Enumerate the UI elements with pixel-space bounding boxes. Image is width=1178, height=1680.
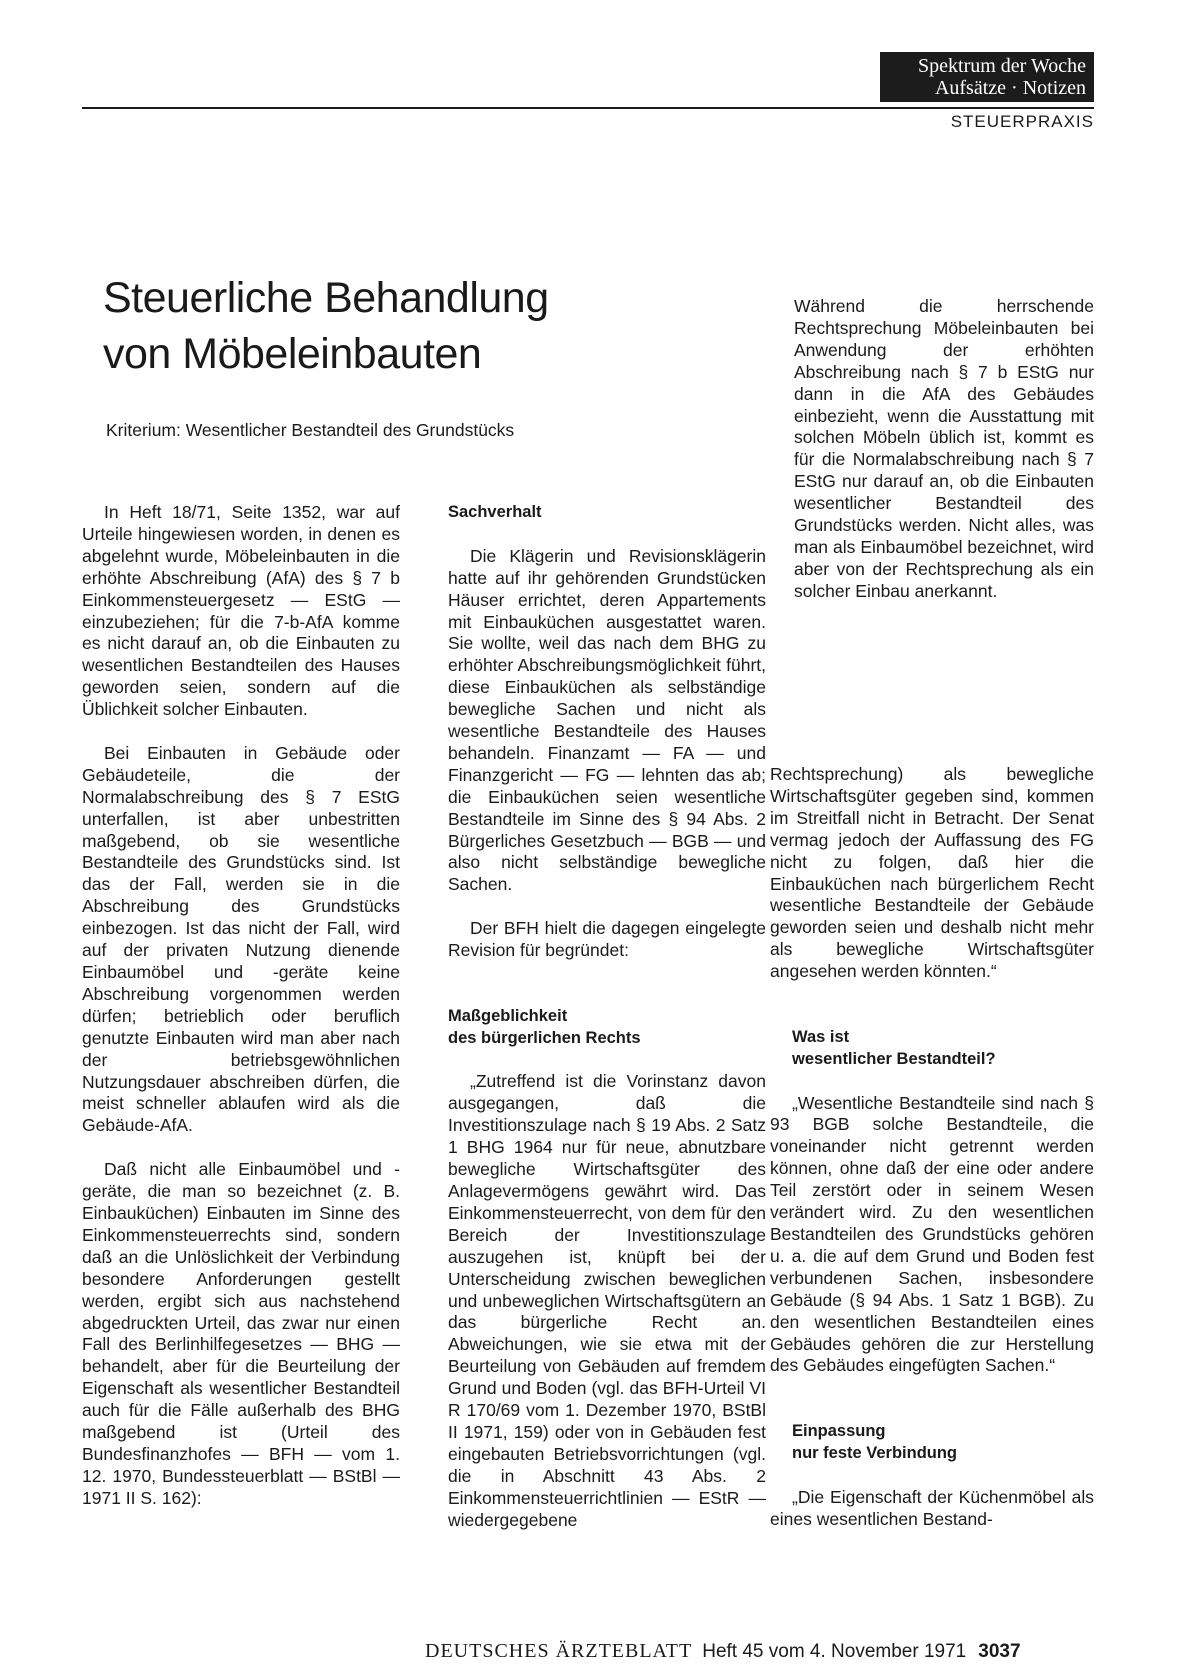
page-number: 3037 [978, 1641, 1021, 1662]
page-footer [425, 1640, 1105, 1663]
column-3 [770, 764, 1094, 1531]
heading-line-2: nur feste Verbindung [792, 1444, 958, 1463]
title-line-1: Steuerliche Behandlung [103, 274, 549, 322]
heading-line-1: Einpassung [792, 1422, 886, 1441]
article-subtitle: Kriterium: Wesentlicher Bestandteil des Grundstücks [106, 420, 515, 440]
heading-line-2: wesentlicher Bestandteil? [792, 1049, 996, 1068]
section-badge [880, 52, 1094, 102]
section-label: STEUERPRAXIS [950, 112, 1094, 131]
heading-massgeblichkeit [448, 1006, 766, 1050]
col2-paragraph-2: Der BFH hielt die dagegen eingelegte Revision für begründet: [448, 918, 766, 961]
heading-line-1: Maßgeblichkeit [448, 1006, 568, 1025]
col3-paragraph-1: Rechtsprechung) als bewegliche Wirtschaftsgüter gegeben sind, kommen im Streitfall nicht in Betracht. Der Senat vermag jedoch der Auffassung des FG nicht zu folgen, daß hier die Einbauküchen nach bürgerlichem Recht wesentliche Bestandteile der Gebäude geworden seien und deshalb nicht mehr als bewegliche Wirtschaftsgüter angesehen werden könnten.“ [770, 764, 1094, 982]
col3-paragraph-3: „Die Eigenschaft der Küchenmöbel als eines wesentlichen Bestand- [770, 1486, 1094, 1529]
col3-paragraph-2: „Wesentliche Bestandteile sind nach § 93 BGB solche Bestandteile, die voneinander nicht getrennt werden können, ohne daß der eine oder andere Teil zerstört oder in seinem Wesen verändert wird. Zu den wesentlichen Bestandteilen des Grundstücks gehören u. a. die auf dem Grund und Boden fest verbundenen Sachen, insbesondere Gebäude (§ 94 Abs. 1 Satz 1 BGB). Zu den wesentlichen Bestandteilen eines Gebäudes gehören die zur Herstellung des Gebäudes eingefügten Sachen.“ [770, 1092, 1094, 1376]
col1-paragraph-1: In Heft 18/71, Seite 1352, war auf Urteile hingewiesen worden, in denen es abgelehnt wurde, Möbeleinbauten in die erhöhte Abschreibung (AfA) des § 7 b Einkommensteuergesetz — EStG — einzubeziehen; für die 7-b-AfA komme es nicht darauf an, ob die Einbauten zu wesentlichen Bestandteilen des Hauses geworden seien, sondern auf die Üblichkeit solcher Einbauten. [82, 502, 400, 720]
column-3-intro [794, 296, 1094, 603]
heading-sachverhalt: Sachverhalt [448, 503, 542, 521]
heading-line-2: des bürgerlichen Rechts [448, 1028, 641, 1047]
column-1 [82, 502, 400, 1510]
badge-line-1: Spektrum der Woche [918, 55, 1086, 77]
heading-wesentlicher-bestandteil [770, 1027, 1094, 1071]
badge-line-2: Aufsätze · Notizen [934, 77, 1086, 99]
col2-paragraph-1: Die Klägerin und Revisionsklägerin hatte auf ihr gehörenden Grundstücken Häuser errichtet, deren Appartements mit Einbauküchen ausgestattet waren. Sie wollte, weil das nach dem BHG zu erhöhter Abschreibungsmöglichkeit führt, diese Einbauküchen als selbständige bewegliche Sachen und nicht als wesentliche Bestandteile des Hauses behandeln. Finanzamt — FA — und Finanzgericht — FG — lehnten das ab; die Einbauküchen seien wesentliche Bestandteile im Sinne des § 94 Abs. 2 Bürgerliches Gesetzbuch — BGB — und also nicht selbständige bewegliche Sachen. [448, 545, 766, 895]
journal-name: DEUTSCHES ÄRZTEBLATT [425, 1640, 693, 1662]
col3-intro-paragraph: Während die herrschende Rechtsprechung Möbeleinbauten bei Anwendung der erhöhten Abschreibung nach § 7 b EStG nur dann in die AfA des Gebäudes einbezieht, wenn die Ausstattung mit solchen Möbeln üblich ist, kommt es für die Normalabschreibung nach § 7 EStG nur darauf an, ob die Einbauten wesentlicher Bestandteil des Grundstücks werden. Nicht alles, was man als Einbaumöbel bezeichnet, wird aber von der Rechtsprechung als ein solcher Einbau anerkannt. [794, 296, 1094, 601]
heading-einpassung [770, 1421, 1094, 1465]
col1-paragraph-3: Daß nicht alle Einbaumöbel und -geräte, die man so bezeichnet (z. B. Einbauküchen) Einbauten im Sinne des Einkommensteuerrechts sind, sondern daß an die Unlöslichkeit der Verbindung besondere Anforderungen gestellt werden, ergibt sich aus nachstehend abgedruckten Urteil, das zwar nur einen Fall des Berlinhilfegesetzes — BHG — behandelt, aber für die Beurteilung der Eigenschaft als wesentlicher Bestandteil auch für die Fälle außerhalb des BHG maßgebend ist (Urteil des Bundesfinanzhofes — BFH — vom 1. 12. 1970, Bundessteuerblatt — BStBl — 1971 II S. 162): [82, 1159, 400, 1508]
column-2 [448, 502, 766, 1532]
title-line-2: von Möbeleinbauten [103, 330, 482, 378]
col2-paragraph-3: „Zutreffend ist die Vorinstanz davon ausgegangen, daß die Investitionszulage nach § 19 Abs. 2 Satz 1 BHG 1964 nur für neue, abnutzbare bewegliche Wirtschaftsgüter des Anlagevermögens gewährt wird. Das Einkommensteuerrecht, von dem für den Bereich der Investitionszulage auszugehen ist, knüpft bei der Unterscheidung zwischen beweglichen und unbeweglichen Wirtschaftsgütern an das bürgerliche Recht an. Abweichungen, wie sie etwa mit der Beurteilung von Gebäuden auf fremdem Grund und Boden (vgl. das BFH-Urteil VI R 170/69 vom 1. Dezember 1970, BStBl II 1971, 159) oder von in Gebäuden fest eingebauten Betriebsvorrichtungen (vgl. die in Abschnitt 43 Abs. 2 Einkommensteuerrichtlinien — EStR — wiedergegebene [448, 1071, 766, 1530]
heading-line-1: Was ist [792, 1027, 850, 1046]
col1-paragraph-2: Bei Einbauten in Gebäude oder Gebäudeteile, die der Normalabschreibung des § 7 EStG unterfallen, ist aber unbestritten maßgebend, ob sie wesentliche Bestandteile des Grundstücks sind. Ist das der Fall, werden sie in die Abschreibung des Grundstücks einbezogen. Ist das nicht der Fall, wird auf der privaten Nutzung dienende Einbaumöbel und -geräte keine Abschreibung vorgenommen werden dürfen; betrieblich oder beruflich genutzte Einbauten wird man aber nach der betriebsgewöhnlichen Nutzungsdauer abschreiben dürfen, die meist schneller ablaufen wird als die Gebäude-AfA. [82, 742, 400, 1136]
issue-info: Heft 45 vom 4. November 1971 [702, 1641, 967, 1662]
header-rule [82, 107, 1094, 109]
article-title [103, 270, 663, 382]
